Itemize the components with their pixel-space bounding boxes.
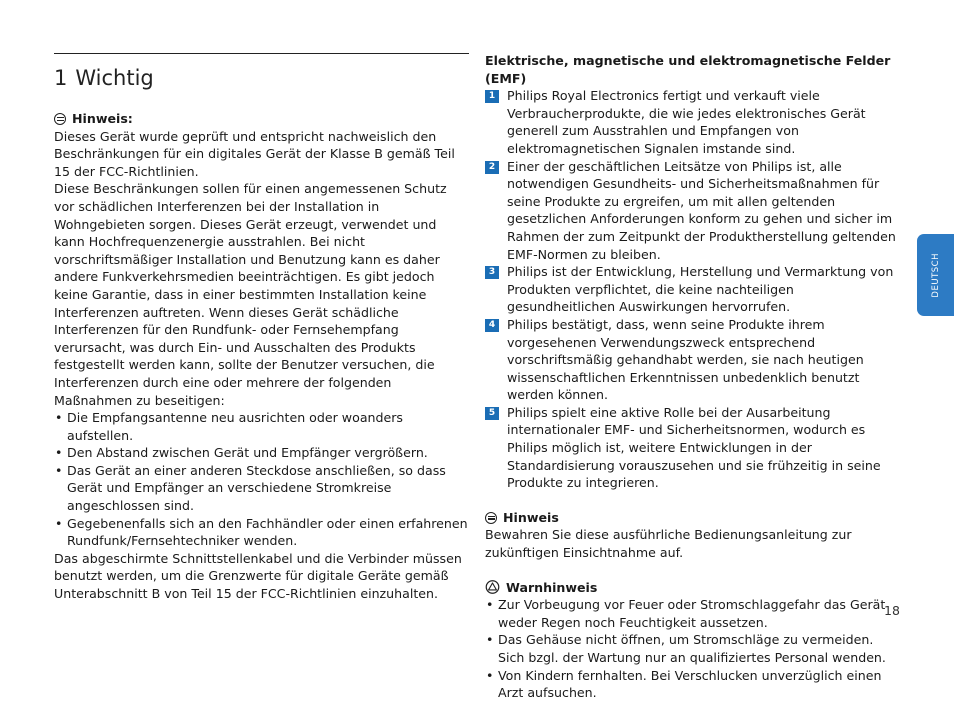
warning-icon xyxy=(485,580,500,594)
note-icon xyxy=(485,512,497,524)
top-rule xyxy=(54,53,469,54)
list-item-text: Philips bestätigt, dass, wenn seine Produkte ihrem vorgesehenen Verwendungszweck entsprechend vorschriftsmäßig gehandhabt werden, sie nach heutigen wissenschaftlichen Erkenntnissen unbedenklich benutzt werden können. xyxy=(507,316,864,403)
list-item-text: Philips Royal Electronics fertigt und verkauft viele Verbraucherprodukte, die wie jedes elektronisches Gerät generell zum Ausstrahlen und Empfangen von elektromagnetischen Signalen imstande sind. xyxy=(507,88,866,156)
language-tab xyxy=(917,234,954,316)
paragraph-fcc: Dieses Gerät wurde geprüft und entspricht nachweislich den Beschränkungen für ein digitales Gerät der Klasse B gemäß Teil 15 der FCC-Richtlinien. xyxy=(54,128,455,179)
note-text: Bewahren Sie diese ausführliche Bedienungsanleitung zur zukünftigen Einsichtnahme auf. xyxy=(485,527,852,561)
list-item-text: Einer der geschäftlichen Leitsätze von Philips ist, alle notwendigen Gesundheits- und Sicherheitsmaßnahmen für seine Produkte zu ergreifen, um mit allen geltenden gesetzlichen Anforderungen konform zu gehen und sicher im Rahmen der zum Zeitpunkt der Produktherstellung geltenden EMF-Normen zu bleiben. xyxy=(507,158,896,262)
chapter-heading xyxy=(54,66,154,90)
list-item: • Das Gerät an einer anderen Steckdose anschließen, so dass Gerät und Empfänger an verschiedene Stromkreise angeschlossen sind. xyxy=(54,462,468,515)
left-column xyxy=(54,110,468,603)
note-heading-right xyxy=(485,509,903,527)
right-column xyxy=(485,52,903,702)
number-badge: 4 xyxy=(485,319,499,332)
number-badge: 2 xyxy=(485,161,499,174)
list-item-text: Philips ist der Entwicklung, Herstellung und Vermarktung von Produkten verpflichtet, die keine nachteiligen gesundheitlichen Auswirkungen hervorrufen. xyxy=(507,264,894,315)
list-item xyxy=(485,263,903,316)
paragraph-interference: Diese Beschränkungen sollen für einen angemessenen Schutz vor schädlichen Interferenzen bei der Installation in Wohngebieten sorgen. Dieses Gerät erzeugt, verwendet und kann Hochfrequenzenergie ausstrahlen. Bei nicht vorschriftsmäßiger Installation und Benutzung kann es daher andere Funkverkehrsmedien beeinträchtigen. Es gibt jedoch keine Garantie, dass in einer bestimmten Installation keine Interferenzen auftreten. Wenn dieses Gerät schädliche Interferenzen für den Rundfunk- oder Fernsehempfang verursacht, was durch Ein- und Ausschalten des Produkts festgestellt werden kann, sollte der Benutzer versuchen, die Interferenzen durch eine oder mehrere der folgenden Maßnahmen zu beseitigen: xyxy=(54,181,447,408)
chapter-number: 1 xyxy=(54,66,68,90)
list-item: • Das Gehäuse nicht öffnen, um Stromschläge zu vermeiden. Sich bzgl. der Wartung nur an qualifiziertes Personal wenden. xyxy=(485,631,903,666)
measures-list xyxy=(54,409,468,550)
note-heading-label: Hinweis: xyxy=(72,111,133,126)
note-icon xyxy=(54,113,66,125)
warning-heading-label: Warnhinweis xyxy=(506,579,598,595)
list-item xyxy=(485,316,903,404)
list-item xyxy=(485,87,903,157)
page-number: 18 xyxy=(884,603,900,618)
number-badge: 1 xyxy=(485,90,499,103)
language-tab-label: DEUTSCH xyxy=(930,252,941,298)
warning-heading xyxy=(485,579,903,597)
number-badge: 3 xyxy=(485,266,499,279)
list-item: • Von Kindern fernhalten. Bei Verschlucken unverzüglich einen Arzt aufsuchen. xyxy=(485,667,903,702)
list-item xyxy=(485,404,903,492)
chapter-title: Wichtig xyxy=(75,66,154,90)
list-item-text: Philips spielt eine aktive Rolle bei der Ausarbeitung internationaler EMF- und Sicherheitsnormen, wodurch es Philips möglich ist, weitere Entwicklungen in der Standardisierung vorauszusehen und sie frühzeitig in seine Produkte zu integrieren. xyxy=(507,404,881,491)
emf-list xyxy=(485,87,903,492)
note-heading xyxy=(54,110,468,128)
list-item xyxy=(485,158,903,264)
note-heading-label: Hinweis xyxy=(503,509,559,525)
list-item: • Die Empfangsantenne neu ausrichten oder woanders aufstellen. xyxy=(54,409,468,444)
list-item: • Den Abstand zwischen Gerät und Empfänger vergrößern. xyxy=(54,444,468,462)
paragraph-cable: Das abgeschirmte Schnittstellenkabel und die Verbinder müssen benutzt werden, um die Grenzwerte für digitale Geräte gemäß Unterabschnitt B von Teil 15 der FCC-Richtlinien einzuhalten. xyxy=(54,550,462,602)
list-item: • Gegebenenfalls sich an den Fachhändler oder einen erfahrenen Rundfunk/Fernsehtechniker wenden. xyxy=(54,515,468,550)
emf-title: Elektrische, magnetische und elektromagnetische Felder (EMF) xyxy=(485,53,891,86)
number-badge: 5 xyxy=(485,407,499,420)
list-item: • Zur Vorbeugung vor Feuer oder Stromschlaggefahr das Gerät weder Regen noch Feuchtigkeit aussetzen. xyxy=(485,596,903,631)
warning-list xyxy=(485,596,903,702)
